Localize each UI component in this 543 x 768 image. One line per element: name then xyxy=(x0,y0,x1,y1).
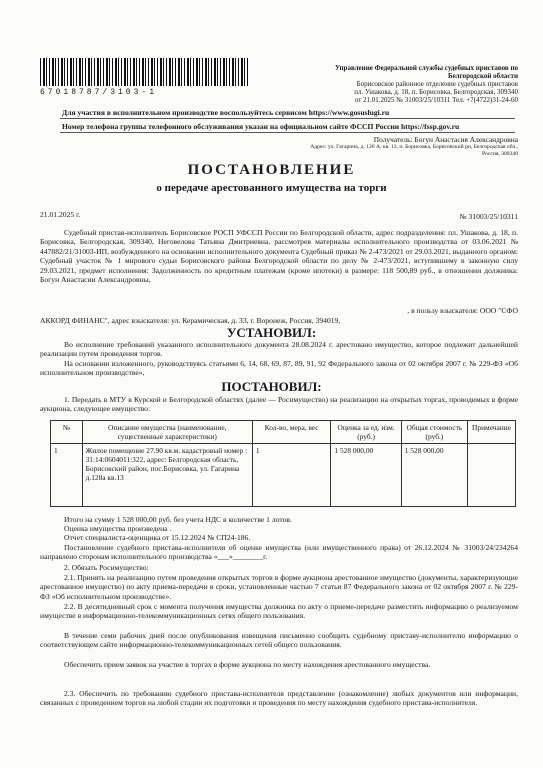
header-org-line-3: Борисовское районное отделение судебных приставов xyxy=(356,80,518,88)
creditor-address-line: АККОРД ФИНАНС", адрес взыскателя: ул. Керамическая, д. 33, г. Воронеж, Россия, 394019, xyxy=(40,316,341,325)
header-address: пл. Ушакова, д. 18, п. Борисовка, Белгородская, 309340 xyxy=(354,88,518,96)
header-org-line-2: Белгородской области xyxy=(447,72,518,80)
table-header-cell: Оценка за ед. изм. (руб.) xyxy=(331,421,401,444)
table-cell: 1 xyxy=(252,444,331,507)
table-cell: Жилое помещение 27.90 кв.м. кадастровый номер : 31:14:0604011:322, адрес: Белгородская область, Борисовский район, пос.Борисовка, ул. Гагарина д.128а кв.13 xyxy=(82,444,252,507)
heading-postanovil: ПОСТАНОВИЛ: xyxy=(221,379,322,394)
property-table xyxy=(50,420,516,507)
document-date: 21.01.2025 г. xyxy=(40,210,81,219)
document-subtitle: о передаче арестованного имущества на торги xyxy=(156,182,387,194)
table-header-cell: Кол-во, мера, вес xyxy=(252,421,331,444)
intro-paragraph: Судебный пристав-исполнитель Борисовское РОСП УФССП России по Белгородской области, адрес подразделения: пл. Ушакова, д. 18, п. Борисовка, Белгородская, 309340, Неговелова Татьяна Дмитриевна, рассмотрев материалы исполнительного производства от 03.06.2021 № 447882/21/31003-ИП, возбужденного на основании исполнительного документа Судебный приказ № 2-473/2021 от 29.03.2021, выданного органом: Судебный участок № 1 мирового судьи Борисовского района Белгородской области по делу № 2-473/2021, вступившему в законную силу 29.03.2021, предмет исполнения: Задолженность по кредитным платежам (кроме ипотеки) в размере: 118 500,89 руб., в отношении должника: Богун Анастасии Александровны, xyxy=(40,228,518,285)
notification-paragraph: В течение семи рабочих дней после опубликования извещения письменно сообщить судебному приставу-исполнителю информацию о соответствующем сайте информационно-телекоммуникационных сетей общего пользования. xyxy=(40,631,518,650)
barcode xyxy=(40,58,250,86)
barcode-number: 67018787/3103-1 xyxy=(40,88,158,97)
table-cell: 1 xyxy=(51,444,83,507)
creditor-line: , в пользу взыскателя: ООО "СФО xyxy=(407,306,518,315)
appraisal-report-line: Отчет специалиста-оценщика от 15.12.2024 № СП24-186. xyxy=(64,533,251,542)
table-header-cell: № xyxy=(51,421,83,444)
table-header-row xyxy=(51,421,516,444)
phone-notice: Номер телефона группы телефонного обслуживания указан на официальном сайте ФССП России https://fssp.gov.ru xyxy=(62,122,460,131)
document-title: ПОСТАНОВЛЕНИЕ xyxy=(187,162,356,178)
legal-basis-paragraph: На основании изложенного, руководствуясь статьями 6, 14, 68, 69, 87, 89, 91, 92 Федерального закона от 02 октября 2007 г. № 229-ФЗ «Об исполнительном производстве», xyxy=(40,359,518,378)
table-cell: 1 528 000,00 xyxy=(401,444,467,507)
gosuslugi-notice: Для участия в исполнительном производстве воспользуйтесь сервисом https://www.gosuslugi.ru xyxy=(62,108,390,117)
total-line: Итого на сумму 1 528 000,00 руб. без учета НДС в количестве 1 лотов. xyxy=(64,515,292,524)
table-cell xyxy=(468,444,516,507)
table-header-cell: Общая стоимость (руб.) xyxy=(401,421,467,444)
order-item-1: 1. Передать в МТУ в Курской и Белгородской областях (далее — Росимущество) на реализацию на открытых торгах, проводимых в форме аукциона, следующее имущество: xyxy=(40,395,518,414)
valuation-order-paragraph: Постановление судебного пристава-исполнителя об оценке имущества (или имущественного права) от 26.12.2024 № 31003/24/234264 направлено сторонам исполнительного производства «___»________г. xyxy=(40,543,518,562)
recipient-address-2: Россия, 309340 xyxy=(481,151,518,157)
order-item-2-1: 2.1. Принять на реализацию путем проведения открытых торгов в форме аукциона арестованное имущество (документы, характеризующие арестованное имущество) по акту приема-передачи в сроки, установленные частью 7 статьи 87 Федерального закона от 02 октября 2007 г. № 229-ФЗ «Об исполнительном производстве». xyxy=(40,573,518,601)
divider xyxy=(60,118,515,119)
recipient-name: Получатель: Богун Анастасия Александровна xyxy=(373,135,518,144)
heading-ustanovil: УСТАНОВИЛ: xyxy=(226,325,317,340)
order-item-2-3: 2.3. Обеспечить по требованию судебного пристава-исполнителя представление (ознакомление) любых документов или информации, связанных с проведением торгов на любой стадии их подготовки и проведения по месту нахождения судебного пристава-исполнителя. xyxy=(40,689,518,708)
table-cell: 1 528 000,00 xyxy=(331,444,401,507)
order-item-2: 2. Обязать Росимущество: xyxy=(64,563,149,572)
header-doc-ref: от 21.01.2025 № 31003/25/10311 Тел. +7(4722)31-24-60 xyxy=(354,96,518,104)
applications-paragraph: Обеспечить прием заявок на участие в торгах в форме аукциона по месту нахождения арестованного имущества. xyxy=(64,660,431,669)
order-item-2-2: 2.2. В десятидневный срок с момента получения имущества должника по акту о приеме-передаче разместить информацию о реализуемом имуществе в информационно-телекоммуникационных сетях общего пользования. xyxy=(40,602,518,621)
document-number: № 31003/25/10311 xyxy=(459,212,518,221)
table-header-cell: Примечание xyxy=(468,421,516,444)
table-header-cell: Описание имущества (наименование, существенные характеристики) xyxy=(82,421,252,444)
valuation-line: Оценка имущества произведена . xyxy=(64,524,172,533)
recipient-address: Адрес: ул. Гагарина, д. 126 А, кв. 13, п. Борисовка, Борисовский рн, Белгородская обл., xyxy=(310,144,518,150)
header-org-line-1: Управление Федеральной службы судебных приставов по xyxy=(334,64,518,72)
table-row xyxy=(51,444,516,507)
divider xyxy=(60,132,515,133)
findings-paragraph: Во исполнение требований указанного исполнительного документа 28.08.2024 г. арестовано имущество, которое подлежит дальнейшей реализации путем проведения торгов. xyxy=(40,340,518,359)
